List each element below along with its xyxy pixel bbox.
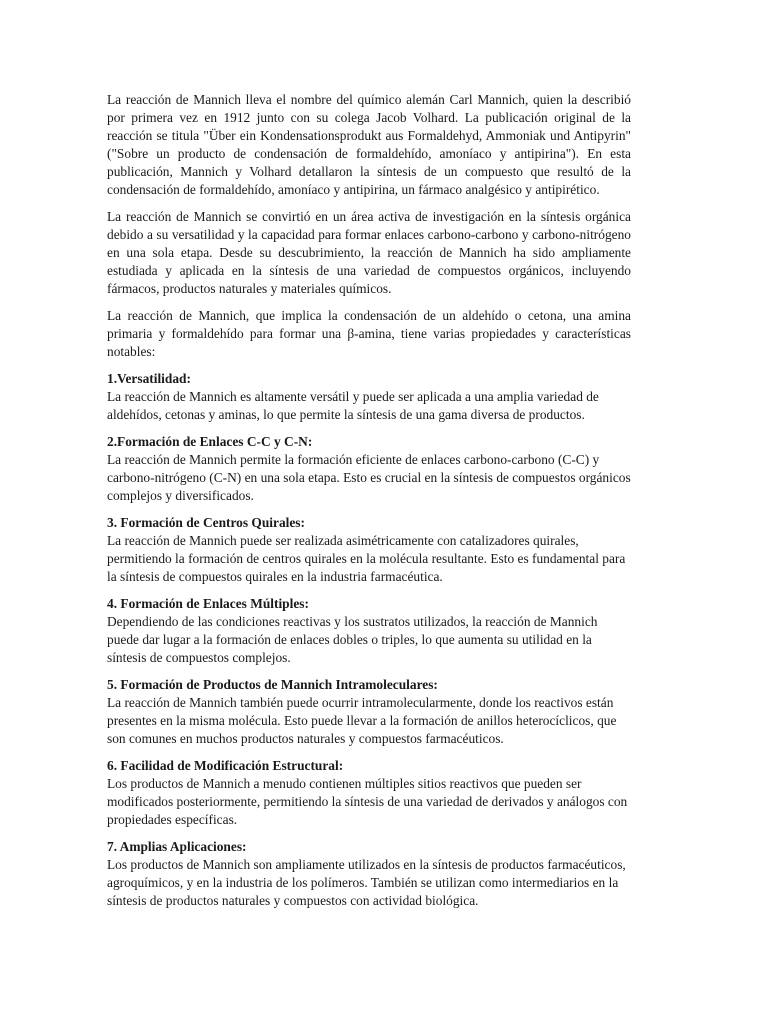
property-section [107,595,631,667]
property-section [107,370,631,424]
section-heading: 4. Formación de Enlaces Múltiples: [107,596,309,611]
property-section [107,433,631,505]
section-heading: 6. Facilidad de Modificación Estructural: [107,758,344,773]
property-section [107,838,631,910]
property-section [107,514,631,586]
section-text: Los productos de Mannich son ampliamente utilizados en la síntesis de productos farmacéuticos, agroquímicos, y en la industria de los polímeros. También se utilizan como intermediarios en la síntesis de productos naturales y compuestos con actividad biológica. [107,857,626,908]
intro-paragraph: La reacción de Mannich se convirtió en un área activa de investigación en la síntesis orgánica debido a su versatilidad y la capacidad para formar enlaces carbono-carbono y carbono-nitrógeno en una sola etapa. Desde su descubrimiento, la reacción de Mannich ha sido ampliamente estudiada y aplicada en la síntesis de una variedad de compuestos orgánicos, incluyendo fármacos, productos naturales y materiales químicos. [107,209,631,296]
section-heading: 2.Formación de Enlaces C-C y C-N: [107,434,313,449]
section-heading: 1.Versatilidad: [107,371,191,386]
property-section [107,757,631,829]
section-text: La reacción de Mannich permite la formación eficiente de enlaces carbono-carbono (C-C) y carbono-nitrógeno (C-N) en una sola etapa. Esto es crucial en la síntesis de compuestos orgánicos complejos y diversificados. [107,452,631,503]
section-text: Los productos de Mannich a menudo contienen múltiples sitios reactivos que pueden ser modificados posteriormente, permitiendo la síntesis de una variedad de derivados y análogos con propiedades específicas. [107,776,628,827]
property-section [107,676,631,748]
section-text: La reacción de Mannich es altamente versátil y puede ser aplicada a una amplia variedad de aldehídos, cetonas y aminas, lo que permite la síntesis de una gama diversa de productos. [107,389,599,422]
section-heading: 7. Amplias Aplicaciones: [107,839,247,854]
section-text: La reacción de Mannich también puede ocurrir intramolecularmente, donde los reactivos están presentes en la misma molécula. Esto puede llevar a la formación de anillos heterocíclicos, que son comunes en muchos productos naturales y compuestos farmacéuticos. [107,695,617,746]
section-heading: 5. Formación de Productos de Mannich Intramoleculares: [107,677,438,692]
section-text: La reacción de Mannich puede ser realizada asimétricamente con catalizadores quirales, permitiendo la formación de centros quirales en la molécula resultante. Esto es fundamental para la síntesis de compuestos quirales en la industria farmacéutica. [107,533,626,584]
intro-paragraph: La reacción de Mannich lleva el nombre del químico alemán Carl Mannich, quien la describió por primera vez en 1912 junto con su colega Jacob Volhard. La publicación original de la reacción se titula "Über ein Kondensationsprodukt aus Formaldehyd, Ammoniak und Antipyrin" ("Sobre un producto de condensación de formaldehído, amoníaco y antipirina"). En esta publicación, Mannich y Volhard detallaron la síntesis de un compuesto que resultó de la condensación de formaldehído, amoníaco y antipirina, un fármaco analgésico y antipirético. [107,92,631,197]
section-text: Dependiendo de las condiciones reactivas y los sustratos utilizados, la reacción de Mannich puede dar lugar a la formación de enlaces dobles o triples, lo que aumenta su utilidad en la síntesis de compuestos complejos. [107,614,598,665]
document-page [107,91,631,919]
intro-paragraph: La reacción de Mannich, que implica la condensación de un aldehído o cetona, una amina primaria y formaldehído para formar una β-amina, tiene varias propiedades y características notables: [107,308,631,359]
section-heading: 3. Formación de Centros Quirales: [107,515,305,530]
